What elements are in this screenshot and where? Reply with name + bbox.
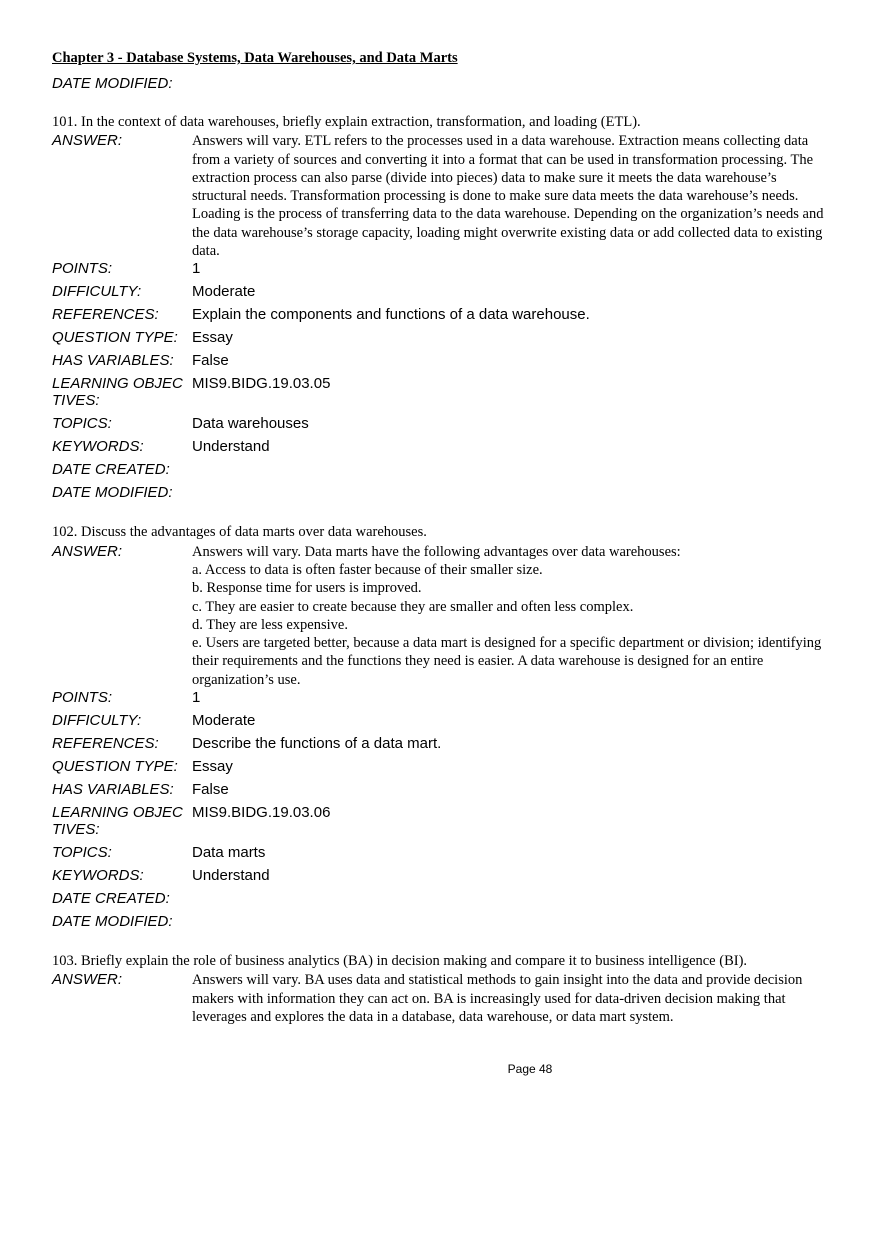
- difficulty-label: DIFFICULTY:: [52, 712, 142, 730]
- question-102: [52, 523, 832, 936]
- question-text: 101. In the context of data warehouses, briefly explain extraction, transformation, and loading (ETL).: [52, 114, 641, 130]
- points-row: [52, 689, 832, 712]
- answer-row: [52, 971, 832, 1026]
- difficulty-label: DIFFICULTY:: [52, 283, 142, 301]
- has-variables-row: [52, 352, 832, 375]
- question-type-row: [52, 758, 832, 781]
- answer-line: d. They are less expensive.: [192, 616, 348, 633]
- topics-row: [52, 844, 832, 867]
- answer-label: ANSWER:: [52, 542, 123, 560]
- learning-objectives-label-line-1: LEARNING OBJEC: [52, 804, 183, 822]
- answer-label: ANSWER:: [52, 971, 123, 989]
- learning-objectives-label-line-1: LEARNING OBJEC: [52, 375, 183, 393]
- points-value: 1: [192, 260, 201, 278]
- date-modified-label: DATE MODIFIED:: [52, 484, 173, 502]
- date-created-label: DATE CREATED:: [52, 461, 170, 479]
- learning-objectives-label-line-2: TIVES:: [52, 821, 100, 839]
- points-label: POINTS:: [52, 689, 113, 707]
- has-variables-row: [52, 781, 832, 804]
- has-variables-label: HAS VARIABLES:: [52, 781, 174, 799]
- learning-objectives-row: [52, 375, 832, 415]
- question-type-value: Essay: [192, 329, 233, 347]
- answer-row: [52, 132, 832, 260]
- answer-line: Answers will vary. BA uses data and statistical methods to gain insight into the data and provide decision makers with information they can act on. BA is increasingly used for data-driven decision making that leverages and explores the data in a database, data warehouse, or data mart system.: [192, 972, 803, 1025]
- references-value: Explain the components and functions of a data warehouse.: [192, 306, 590, 324]
- page-number: Page 48: [507, 1062, 553, 1076]
- answer-text: [192, 543, 832, 689]
- date-modified-label: DATE MODIFIED:: [52, 75, 173, 92]
- difficulty-value: Moderate: [192, 712, 256, 730]
- date-created-row: [52, 890, 832, 913]
- learning-objectives-value: MIS9.BIDG.19.03.06: [192, 804, 331, 822]
- chapter-title: Chapter 3 - Database Systems, Data Warehouses, and Data Marts: [52, 50, 458, 66]
- question-type-value: Essay: [192, 758, 233, 776]
- answer-line: Answers will vary. ETL refers to the processes used in a data warehouse. Extraction means collecting data from a variety of sources and converting it into a format that can be used in transformation processing. The extraction process can also parse (divide into pieces) data to make sure it meets the data warehouse’s structural needs. Transformation processing is done to make sure data meets the data warehouse’s needs. Loading is the process of transferring data to the data warehouse. Depending on the organization’s needs and the data warehouse’s storage capacity, loading might overwrite existing data or add collected data to existing data.: [192, 133, 824, 260]
- question-text: 102. Discuss the advantages of data marts over data warehouses.: [52, 524, 427, 541]
- answer-text: [192, 971, 832, 1026]
- difficulty-value: Moderate: [192, 283, 256, 301]
- date-modified-label: DATE MODIFIED:: [52, 913, 173, 931]
- date-modified-row: [52, 484, 832, 507]
- answer-text: [192, 132, 832, 260]
- date-created-label: DATE CREATED:: [52, 890, 170, 908]
- has-variables-value: False: [192, 352, 229, 370]
- topics-label: TOPICS:: [52, 415, 112, 433]
- points-label: POINTS:: [52, 260, 113, 278]
- answer-line: Answers will vary. Data marts have the following advantages over data warehouses:: [192, 543, 681, 560]
- references-row: [52, 735, 832, 758]
- learning-objectives-label: [52, 804, 192, 838]
- points-row: [52, 260, 832, 283]
- question-103: [52, 952, 832, 1026]
- references-row: [52, 306, 832, 329]
- date-modified-row: [52, 913, 832, 936]
- document-page: [52, 50, 832, 1026]
- date-created-row: [52, 461, 832, 484]
- difficulty-row: [52, 712, 832, 735]
- question-type-row: [52, 329, 832, 352]
- keywords-value: Understand: [192, 438, 270, 456]
- references-label: REFERENCES:: [52, 306, 159, 324]
- learning-objectives-row: [52, 804, 832, 844]
- has-variables-value: False: [192, 781, 229, 799]
- keywords-row: [52, 438, 832, 461]
- answer-line: e. Users are targeted better, because a data mart is designed for a specific department or division; identifying their requirements and the functions they need is easier. A data warehouse is designed for an entire organization’s use.: [192, 635, 822, 688]
- keywords-value: Understand: [192, 867, 270, 885]
- topics-row: [52, 415, 832, 438]
- answer-label: ANSWER:: [52, 132, 123, 150]
- points-value: 1: [192, 689, 201, 707]
- learning-objectives-label: [52, 375, 192, 409]
- answer-line: a. Access to data is often faster because of their smaller size.: [192, 561, 543, 578]
- keywords-row: [52, 867, 832, 890]
- question-101: [52, 113, 832, 507]
- answer-row: [52, 543, 832, 689]
- answer-line: c. They are easier to create because they are smaller and often less complex.: [192, 598, 634, 615]
- topics-value: Data marts: [192, 844, 266, 862]
- answer-line: b. Response time for users is improved.: [192, 580, 422, 597]
- keywords-label: KEYWORDS:: [52, 867, 144, 885]
- learning-objectives-value: MIS9.BIDG.19.03.05: [192, 375, 331, 393]
- question-type-label: QUESTION TYPE:: [52, 758, 178, 776]
- references-value: Describe the functions of a data mart.: [192, 735, 442, 753]
- references-label: REFERENCES:: [52, 735, 159, 753]
- question-type-label: QUESTION TYPE:: [52, 329, 178, 347]
- topics-label: TOPICS:: [52, 844, 112, 862]
- has-variables-label: HAS VARIABLES:: [52, 352, 174, 370]
- difficulty-row: [52, 283, 832, 306]
- learning-objectives-label-line-2: TIVES:: [52, 392, 100, 410]
- keywords-label: KEYWORDS:: [52, 438, 144, 456]
- topics-value: Data warehouses: [192, 415, 309, 433]
- question-text: 103. Briefly explain the role of business analytics (BA) in decision making and compare it to business intelligence (BI).: [52, 953, 748, 970]
